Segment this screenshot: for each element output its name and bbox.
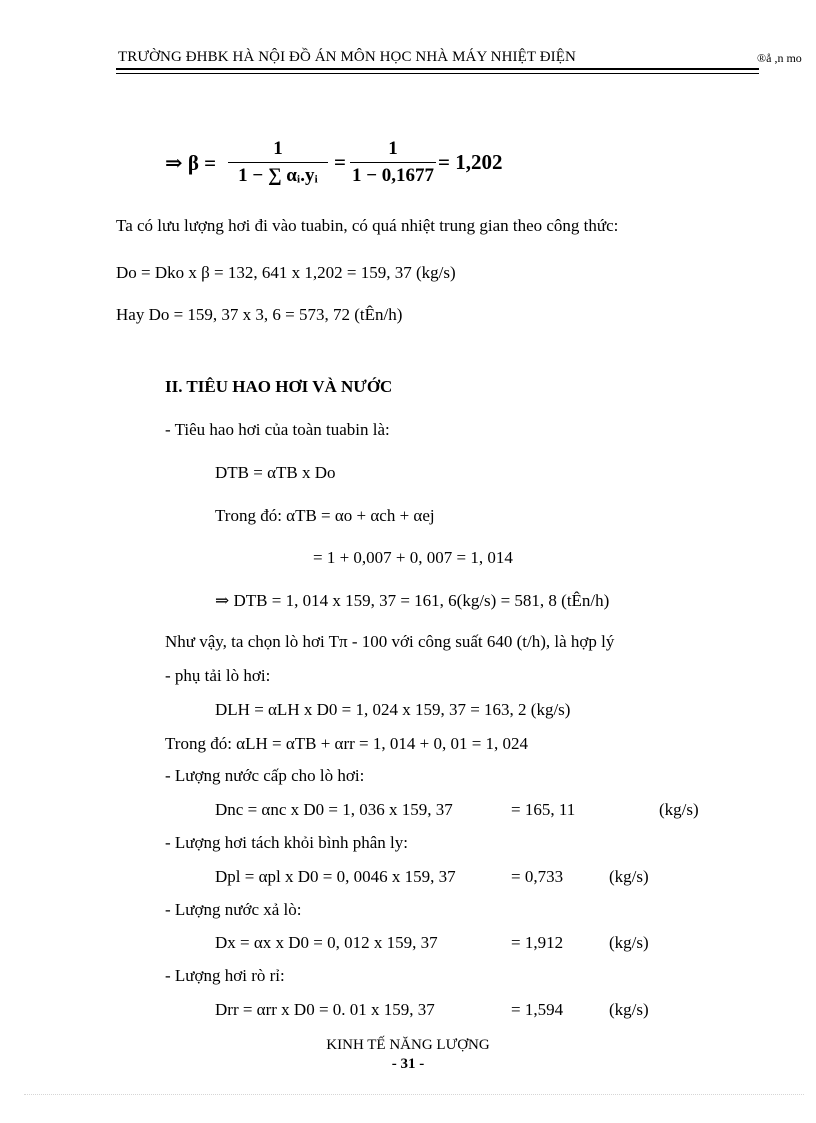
text-line-leakage: - Lượng hơi rò rỉ: <box>165 966 285 985</box>
text-line-alpha-lh: Trong đó: αLH = αTB + αrr = 1, 014 + 0, 01 = 1, 024 <box>165 734 529 753</box>
formula-result: = 1,202 <box>438 150 503 174</box>
text-line-feedwater: - Lượng nước cấp cho lò hơi: <box>165 766 365 785</box>
header-rule-thick <box>116 68 759 70</box>
page-bottom-divider <box>24 1094 804 1095</box>
text-line-alpha-value: = 1 + 0,007 + 0, 007 = 1, 014 <box>313 548 513 567</box>
fraction-2-denominator: 1 − 0,1677 <box>351 165 435 186</box>
value-dnc: = 165, 11 <box>511 800 576 819</box>
fraction-2-numerator: 1 <box>388 138 398 159</box>
text-line-dtb-def: DTB = αTB x Do <box>215 463 336 482</box>
text-line-dlh: DLH = αLH x D0 = 1, 024 x 159, 37 = 163, 2 (kg/s) <box>215 700 571 719</box>
text-line-alpha-tb: Trong đó: αTB = αo + αch + αej <box>215 506 435 525</box>
fraction-1-bar <box>228 162 328 163</box>
text-line-dtb-result: ⇒ DTB = 1, 014 x 159, 37 = 161, 6(kg/s) = 581, 8 (tÊn/h) <box>215 591 610 610</box>
text-line-boiler-choice: Như vậy, ta chọn lò hơi Tπ - 100 với công suất 640 (t/h), là hợp lý <box>165 632 615 651</box>
fraction-1 <box>228 138 328 187</box>
fraction-1-denominator: 1 − ∑ αᵢ.yᵢ <box>238 165 318 186</box>
text-line-do-tons: Hay Do = 159, 37 x 3, 6 = 573, 72 (tÊn/h) <box>116 305 403 324</box>
formula-equals: = <box>334 150 346 174</box>
text-line-blowdown: - Lượng nước xả lò: <box>165 900 302 919</box>
fraction-1-numerator: 1 <box>273 138 283 159</box>
fraction-2-bar <box>350 162 436 163</box>
value-drr: = 1,594 <box>511 1000 564 1019</box>
text-line-drr: Drr = αrr x D0 = 0. 01 x 159, 37 <box>215 1000 435 1019</box>
footer-subject: KINH TẾ NĂNG LƯỢNG <box>326 1037 490 1053</box>
text-line-separator: - Lượng hơi tách khỏi bình phân ly: <box>165 833 408 852</box>
text-line-consumption: - Tiêu hao hơi của toàn tuabin là: <box>165 420 390 439</box>
header-rule-thin <box>116 73 759 74</box>
running-header: TRƯỜNG ĐHBK HÀ NỘI ĐỒ ÁN MÔN HỌC NHÀ MÁY NHIỆT ĐIỆN <box>118 49 576 65</box>
running-header-right: ®å ,n mo <box>757 51 802 65</box>
unit-dx: (kg/s) <box>609 933 649 952</box>
value-dpl: = 0,733 <box>511 867 564 886</box>
text-line-boiler-load: - phụ tải lò hơi: <box>165 666 271 685</box>
page-number: - 31 - <box>391 1056 425 1072</box>
text-line-intro: Ta có lưu lượng hơi đi vào tuabin, có quá nhiệt trung gian theo công thức: <box>116 216 619 235</box>
unit-dnc: (kg/s) <box>659 800 699 819</box>
text-line-dnc: Dnc = αnc x D0 = 1, 036 x 159, 37 <box>215 800 453 819</box>
unit-dpl: (kg/s) <box>609 867 649 886</box>
text-line-dpl: Dpl = αpl x D0 = 0, 0046 x 159, 37 <box>215 867 456 886</box>
unit-drr: (kg/s) <box>609 1000 649 1019</box>
value-dx: = 1,912 <box>511 933 564 952</box>
fraction-2 <box>350 138 436 187</box>
formula-lhs: ⇒ β = <box>165 151 217 175</box>
text-line-dx: Dx = αx x D0 = 0, 012 x 159, 37 <box>215 933 438 952</box>
text-line-do-formula: Do = Dko x β = 132, 641 x 1,202 = 159, 37 (kg/s) <box>116 263 456 282</box>
section-heading: II. TIÊU HAO HƠI VÀ NƯỚC <box>165 377 393 396</box>
